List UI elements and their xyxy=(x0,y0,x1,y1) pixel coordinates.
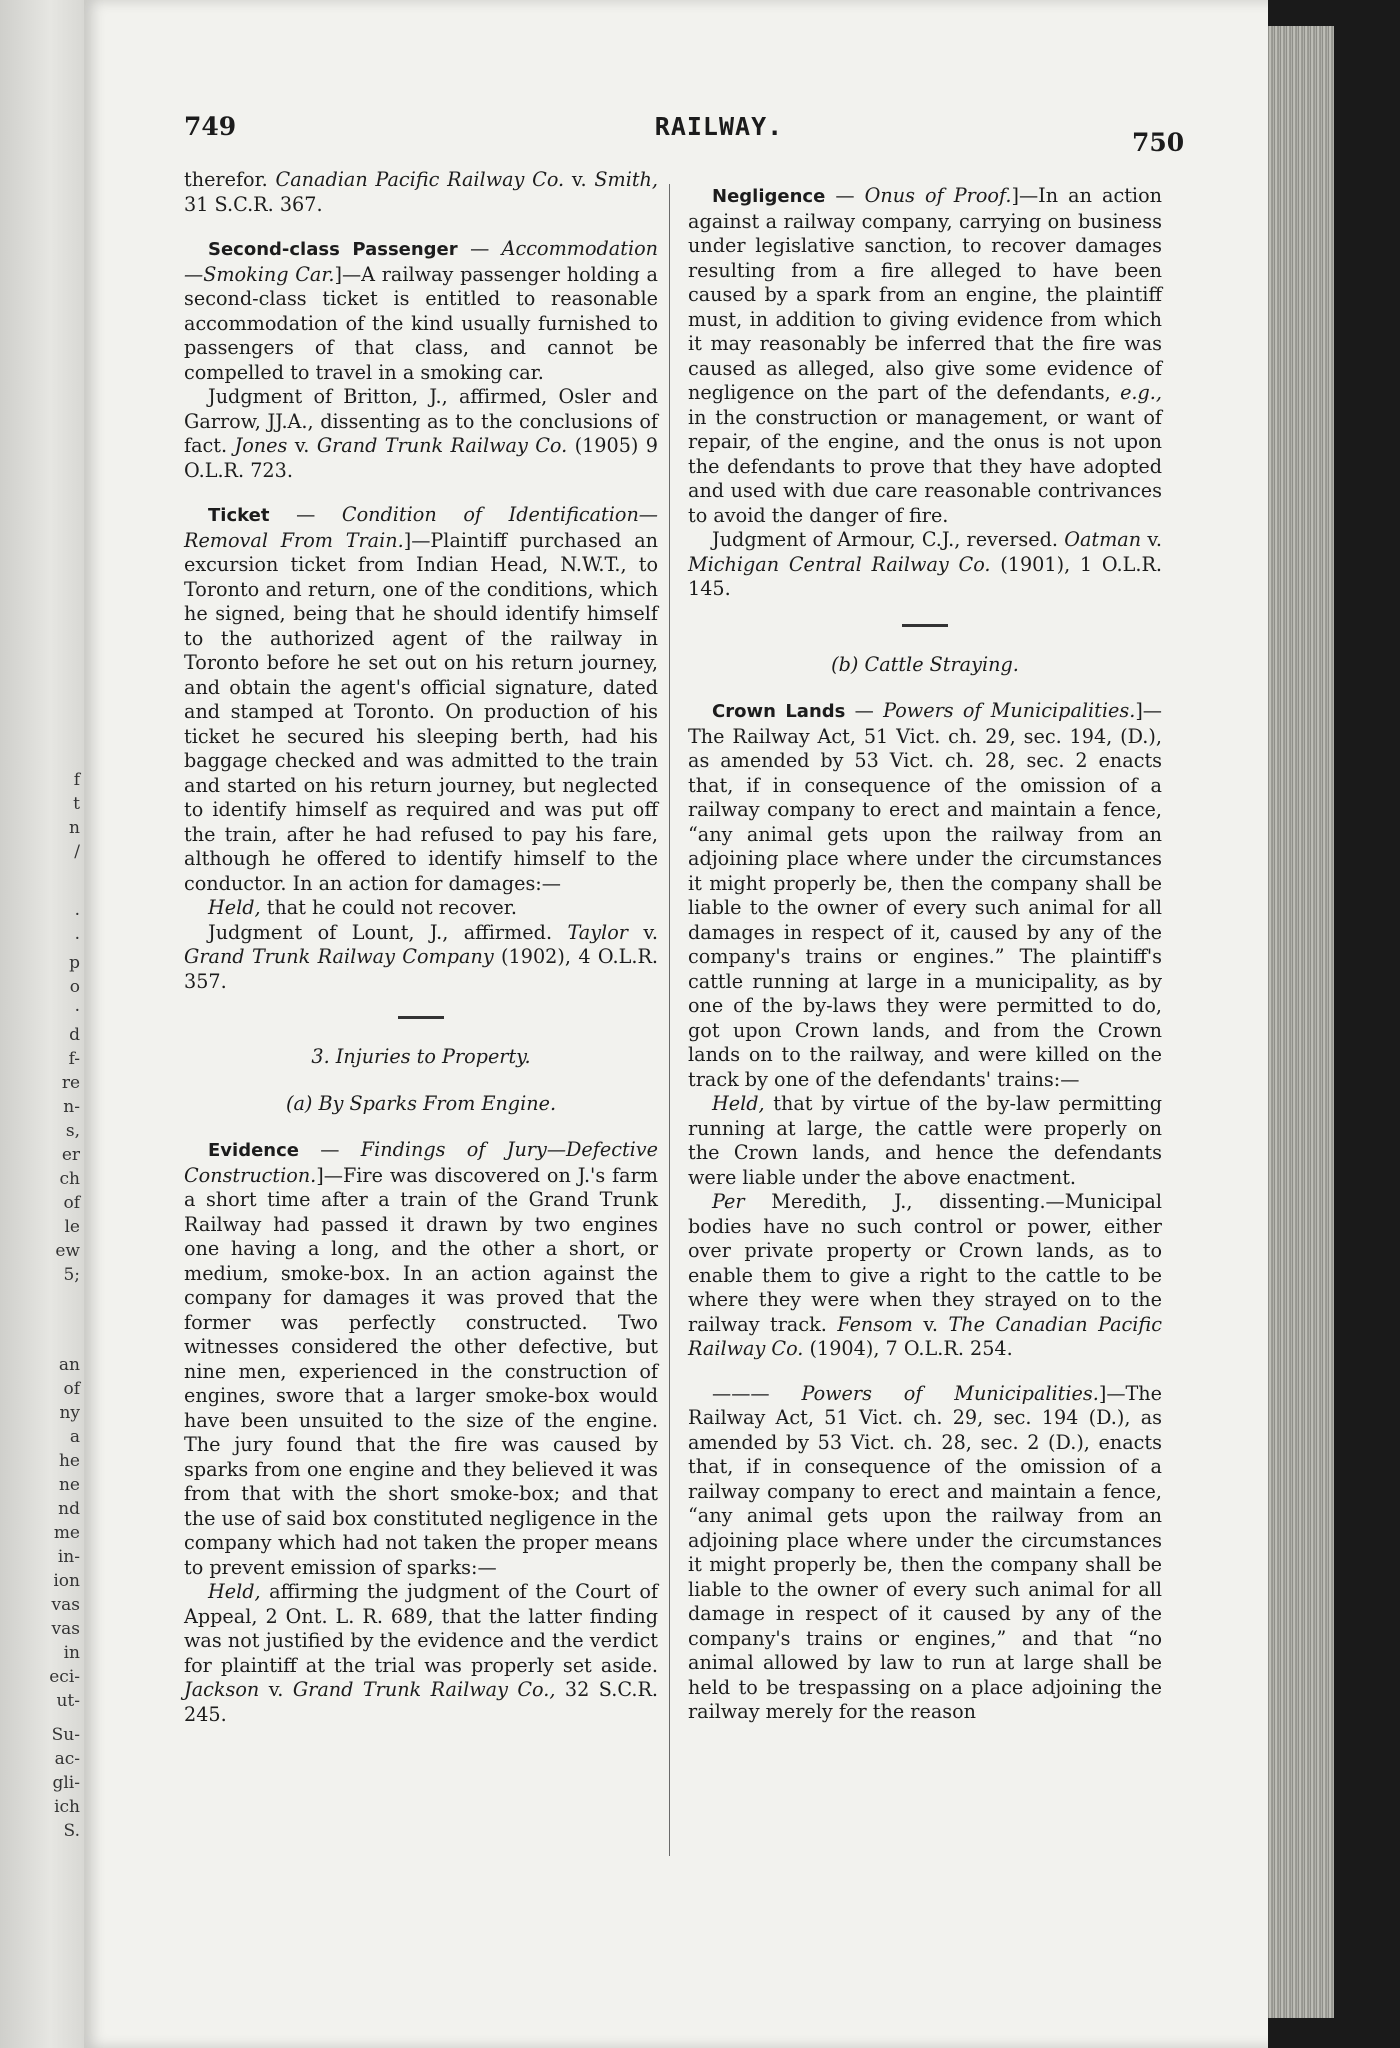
running-title: RAILWAY. xyxy=(654,112,784,141)
previous-page-fragment: gli- xyxy=(52,1773,80,1793)
section-rule xyxy=(398,1016,444,1019)
previous-page-fragment: in xyxy=(63,1643,80,1663)
previous-page-fragment: f xyxy=(73,770,80,790)
previous-page-fragment: ion xyxy=(53,1571,80,1591)
previous-page-fragment: ich xyxy=(54,1797,80,1817)
previous-page-fragment: p xyxy=(69,953,80,973)
previous-page-fragment: re xyxy=(61,1073,80,1093)
previous-page-fragment: ny xyxy=(59,1403,80,1423)
left-page-number: 749 xyxy=(184,112,237,141)
book-page xyxy=(84,0,1334,2048)
previous-page-fragment: · xyxy=(74,1001,80,1021)
previous-page-fragment: nd xyxy=(58,1499,80,1519)
previous-page-fragment: o xyxy=(69,977,80,997)
previous-page-fragment: s, xyxy=(65,1121,80,1141)
previous-page-fragment: t xyxy=(73,794,80,814)
entry-evidence: Evidence — Findings of Jury—Defective Construction.]—Fire was discovered on J.'s farm a short time after a train of the Grand Trunk Railway had passed it drawn by two engines one having a long, and the other a short, or medium, smoke-box. In an action against the company for damages it was proved that the former was perfectly constructed. Two witnesses considered the other defective, but nine men, experienced in the construction of engines, swore that a larger smoke-box would have been unsuited to the size of the engine. The jury found that the fire was caused by sparks from one engine and they believed it was from that with the short smoke-box; and that the use of said box constituted negligence in the company which had not taken the proper means to prevent emission of sparks:— Held, affirming the judgment of the Court of Appeal, 2 Ont. L. R. 689, that the latter finding was not justified by the evidence and the verdict for plaintiff at the trial was properly set aside. Jackson v. Grand Trunk Railway Co., 32 S.C.R. 245. xyxy=(184,1138,658,1726)
section-heading: 3. Injuries to Property. xyxy=(311,1045,531,1068)
entry-negligence: Negligence — Onus of Proof.]—In an action against a railway company, carrying on business under legislative sanction, to recover damages resulting from a fire alleged to have been caused by a spark from an engine, the plaintiff must, in addition to giving evidence from which it may reasonably be inferred that the fire was caused as alleged, also give some evidence of negligence on the part of the defendants, e.g., in the construction or management, or want of repair, of the engine, and the onus is not upon the defendants to prove that they have adopted and used with due care reasonable contrivances to avoid the danger of fire. Judgment of Armour, C.J., reversed. Oatman v. Michigan Central Railway Co. (1901), 1 O.L.R. 145. xyxy=(688,184,1162,600)
previous-page-fragment: ch xyxy=(59,1169,80,1189)
previous-page-fragment: / xyxy=(74,842,80,862)
previous-page-fragment: in- xyxy=(57,1547,80,1567)
previous-page-fragment: he xyxy=(58,1451,80,1471)
entry-keyword: Negligence xyxy=(712,186,826,207)
previous-page-fragment: me xyxy=(53,1523,80,1543)
previous-page-fragment: vas xyxy=(51,1619,80,1639)
previous-page-fragment: f- xyxy=(68,1049,80,1069)
entry-keyword: Ticket xyxy=(208,505,270,526)
previous-page-fragment: · xyxy=(74,929,80,949)
previous-page-fragment: ew xyxy=(55,1241,80,1261)
entry-powers-of-municipalities: ——— Powers of Municipalities.]—The Railway Act, 51 Vict. ch. 29, sec. 194 (D.), as amended by 53 Vict. ch. 28, sec. 2 (D.), enacts that, if in consequence of the omission of a railway company to erect and maintain a fence, “any animal gets upon the railway from an adjoining place where under the circumstances it might properly be, then the company shall be liable to the owner of every such animal for all damage in respect of it caused by any of the company's trains or engines,” and that “no animal allowed by law to run at large shall be held to be trespassing on a place adjoining the railway merely for the reason xyxy=(688,1381,1163,1723)
previous-page-fragment: a xyxy=(69,1427,80,1447)
previous-page-edge xyxy=(0,0,84,2048)
section-rule xyxy=(902,624,948,627)
page-edges xyxy=(1268,0,1334,2048)
previous-page-fragment: le xyxy=(64,1217,80,1237)
entry-keyword: Second-class Passenger xyxy=(208,239,458,260)
left-column xyxy=(184,168,658,1747)
right-column xyxy=(688,184,1162,1745)
entry-ticket: Ticket — Condition of Identification—Removal From Train.]—Plaintiff purchased an excursion ticket from Indian Head, N.W.T., to Toronto and return, one of the conditions, which he signed, being that he should identify himself to the authorized agent of the railway in Toronto before he set out on his return journey, and obtain the agent's official signature, dated and stamped at Toronto. On production of his ticket he secured his sleeping berth, had his baggage checked and was admitted to the train and started on his return journey, but neglected to identify himself as required and was put off the train, after he had refused to pay his fare, although he offered to identify himself to the conductor. In an action for damages:— Held, that he could not recover. Judgment of Lount, J., affirmed. Taylor v. Grand Trunk Railway Company (1902), 4 O.L.R. 357. xyxy=(184,503,659,993)
right-page-number: 750 xyxy=(1132,128,1185,157)
sub-heading: (b) Cattle Straying. xyxy=(831,652,1019,676)
entry-keyword: Evidence xyxy=(208,1140,299,1161)
continued-citation: therefor. Canadian Pacific Railway Co. v. Smith, 31 S.C.R. 367. xyxy=(184,168,659,216)
previous-page-fragment: ut- xyxy=(56,1691,80,1711)
previous-page-fragment: S. xyxy=(63,1821,80,1841)
previous-page-fragment: ne xyxy=(58,1475,80,1495)
previous-page-fragment: an xyxy=(58,1355,80,1375)
previous-page-fragment: ac- xyxy=(54,1749,80,1769)
previous-page-fragment: 5; xyxy=(63,1265,80,1285)
previous-page-fragment: er xyxy=(61,1145,80,1165)
previous-page-fragment: of xyxy=(63,1193,80,1213)
previous-page-fragment: d xyxy=(69,1025,80,1045)
entry-keyword: Crown Lands xyxy=(712,701,846,722)
entry-crown-lands: Crown Lands — Powers of Municipalities.]—The Railway Act, 51 Vict. ch. 29, sec. 194, (D.), as amended by 53 Vict. ch. 28, sec. 2 enacts that, if in consequence of the omission of a railway company to erect and maintain a fence, “any animal gets upon the railway from an adjoining place where under the circumstances it might properly be, then the company shall be liable to the owner of every such animal for all damages in respect of it, caused by any of the company's trains or engines.” The plaintiff's cattle running at large in a municipality, as by one of the by-laws they were permitted to do, got upon Crown lands, and from the Crown lands on to the railway, and were killed on the track by one of the defendants' trains:— Held, that by virtue of the by-law permitting running at large, the cattle were properly on the Crown lands, and hence the defendants were liable under the above enactment. Per Meredith, J., dissenting.—Municipal bodies have no such control or power, either over private property or Crown lands, as to enable them to give a right to the cattle to be where they were when they strayed on to the railway track. Fensom v. The Canadian Pacific Railway Co. (1904), 7 O.L.R. 254. xyxy=(688,699,1162,1360)
previous-page-fragment: of xyxy=(63,1379,80,1399)
column-divider xyxy=(669,184,670,1856)
previous-page-fragment: · xyxy=(74,905,80,925)
previous-page-fragment: n- xyxy=(63,1097,80,1117)
entry-second-class-passenger: Second-class Passenger — Accommodation—Smoking Car.]—A railway passenger holding a second-class ticket is entitled to reasonable accommodation of the kind usually furnished to passengers of that class, and cannot be compelled to travel in a smoking car. Judgment of Britton, J., affirmed, Osler and Garrow, JJ.A., dissenting as to the conclusions of fact. Jones v. Grand Trunk Railway Co. (1905) 9 O.L.R. 723. xyxy=(184,237,658,482)
previous-page-fragment: vas xyxy=(51,1595,80,1615)
previous-page-fragment: eci- xyxy=(49,1667,80,1687)
previous-page-fragment: Su- xyxy=(51,1725,80,1745)
previous-page-fragment: n xyxy=(69,818,80,838)
sub-heading: (a) By Sparks From Engine. xyxy=(285,1091,557,1115)
